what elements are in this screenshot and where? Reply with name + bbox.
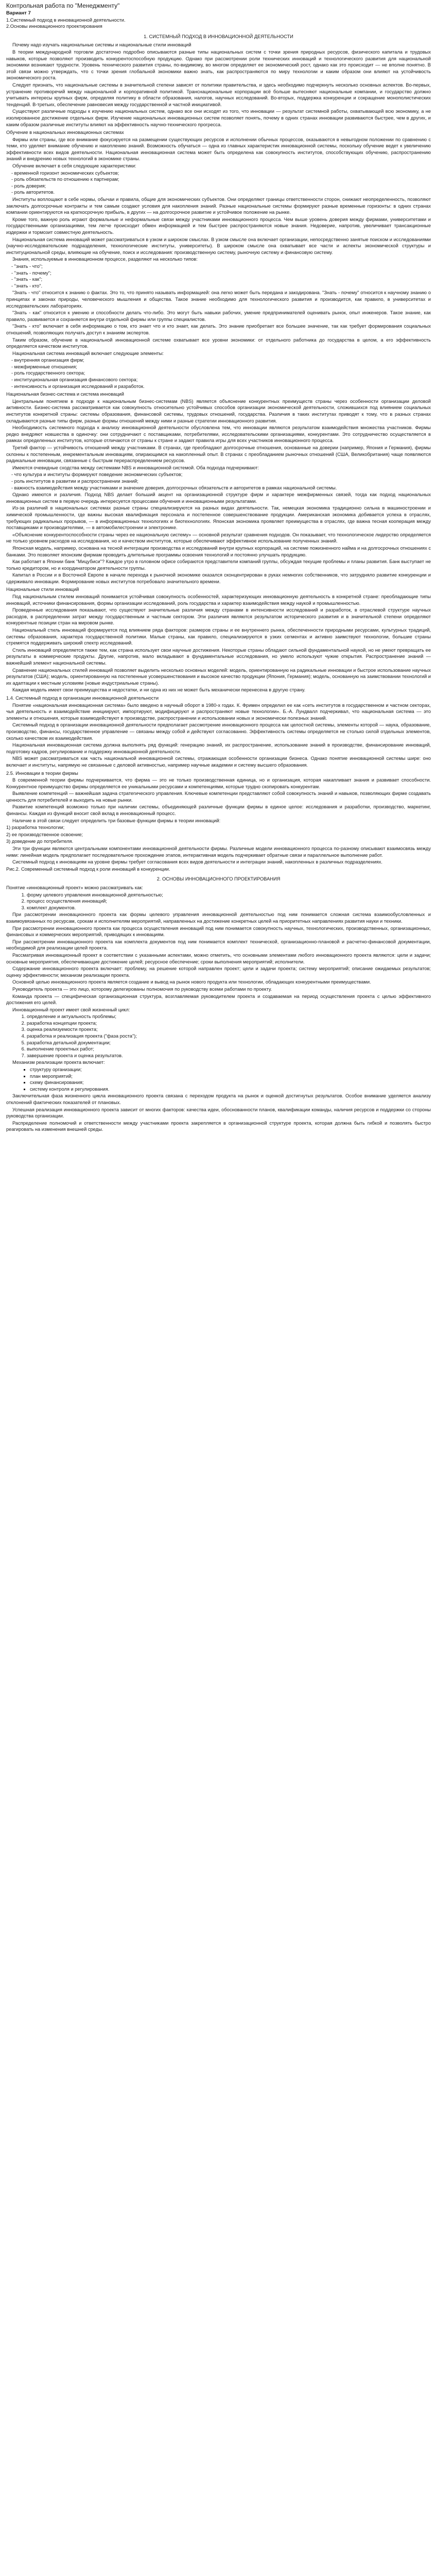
- paragraph: Имеются очевидные сходства между системами NBS и инновационной системой. Оба подхода подчеркивают:: [12, 465, 259, 470]
- plan-item: 1.Системный подход в инновационной деятельности.: [6, 17, 126, 23]
- paragraph: Сравнение национальных стилей инноваций позволяет выделить несколько основных моделей: модель, ориентированную на радикальные инновации и быстрое использование научных результатов (США); модель, ориентированную на постепенные усовершенствования и высокое качество продукции (Япония, Германия); модель, основанную на заимствовании технологий и их адаптации к местным условиям (новые индустриальные страны).: [6, 667, 431, 686]
- paragraph: Распределение полномочий и ответственности между участниками проекта закрепляется в организационной структуре проекта, которая должна быть гибкой и позволять быстро реагировать на изменения внешней среды.: [6, 1120, 431, 1132]
- paragraph: Капитал в России и в Восточной Европе в начале перехода к рыночной экономике оказался сконцентрирован в руках немногих собственников, что затрудняло развитие конкуренции и сдерживало инновации. Формирование новых институтов потребовало значительного времени.: [6, 572, 431, 584]
- subsection-heading: 1.4. Системный подход в организации инновационной деятельности: [6, 695, 159, 701]
- list-item: - временной горизонт экономических субъектов;: [11, 170, 119, 176]
- paragraph: В теории международной торговли достаточно подробно описываются разные типы национальных систем с точки зрения природных ресурсов, физического капитала и трудовых навыков, которые позволяют производить конкурентоспособную продукцию. Однако при рассмотрении роли технических инноваций и технологического развития для национальной экономики возникают трудности. Уровень технического развития страны, по-видимому, во многом определяет ее экономический рост, однако как это происходит — не вполне понятно. В этой связи можно утверждать, что с точки зрения глобальной экономики важно знать, как распространяются по миру технологии и каким образом они влияют на устойчивость экономического роста.: [6, 49, 431, 81]
- numbered-list: [6, 1013, 431, 1059]
- section-heading: 1. СИСТЕМНЫЙ ПОДХОД В ИННОВАЦИОННОЙ ДЕЯТЕЛЬНОСТИ: [144, 33, 293, 39]
- paragraph: Однако имеются и различия. Подход NBS делает больший акцент на организационной структуре фирм и характере межфирменных связей, тогда как подход национальных инновационных систем в первую очередь интересуется процессами обучения и инновационными результатами.: [6, 492, 431, 504]
- paragraph: Как работает в Японии банк "Мицубиси"? Каждое утро в головном офисе собираются представители компаний группы, обсуждая текущие проблемы и планы развития. Банк выступает не только кредитором, но и координатором деятельности группы.: [6, 559, 431, 571]
- paragraph: Японская модель, например, основана на тесной интеграции производства и исследований внутри крупных корпораций, на системе пожизненного найма и на долгосрочных отношениях с банками. Это позволяет японским фирмам проводить длительные программы освоения технологий и постоянно улучшать продукцию.: [6, 545, 431, 557]
- list-item: 3. оценка реализуемости проекта;: [27, 1026, 431, 1033]
- list-item: 5. разработка детальной документации;: [27, 1040, 431, 1046]
- list-item: ▪ схему финансирования;: [30, 1079, 431, 1086]
- list-item: - важность взаимодействия между участниками и значение доверия, долгосрочных обязательств и авторитетов в рамках национальной системы.: [11, 485, 337, 490]
- dash-list: [6, 170, 431, 196]
- paragraph: Системный подход к инновациям на уровне фирмы требует согласования всех видов деятельности и интеграции знаний, накопленных в различных подразделениях.: [12, 859, 382, 865]
- paragraph: Знания, используемые в инновационном процессе, разделяют на несколько типов:: [12, 257, 198, 262]
- paragraph: Третий фактор — устойчивость отношений между участниками. В странах, где преобладают долгосрочные отношения, основанные на доверии (например, Япония и Германия), фирмы склонны к постепенным, инкрементальным инновациям, опирающимся на накопленный опыт. В странах с преобладанием рыночных отношений (США, Великобритания) чаще появляются радикальные инновации, связанные с быстрым перераспределением ресурсов.: [6, 445, 431, 464]
- paragraph: Из-за различий в национальных системах разные страны специализируются на разных видах деятельности. Так, немецкая экономика традиционно сильна в машиностроении и химической промышленности, где важны высокая квалификация персонала и постепенное совершенствование продукции. Американская экономика добивается успеха в отраслях, требующих радикальных прорывов, — в информационных технологиях и биотехнологиях. Японская экономика проявляет преимущества в отраслях, где важна тесная кооперация между поставщиками и производителями, — в автомобилестроении и электронике.: [6, 505, 431, 531]
- list-item: 6. выполнение проектных работ;: [27, 1046, 431, 1053]
- paragraph: Механизм реализации проекта включает:: [12, 1060, 105, 1065]
- dash-list: [6, 471, 431, 491]
- paragraph: Обучение включает в себя следующие характеристики:: [12, 163, 136, 169]
- paragraph: Выявление компетенций — важнейшая задача стратегического управления. Ключевые компетенции представляют собой совокупность знаний и навыков, позволяющих фирме создавать ценность для потребителей и выходить на новые рынки.: [6, 791, 431, 803]
- variant-label: Вариант 7: [6, 10, 31, 16]
- paragraph: В современной теории фирмы подчеркивается, что фирма — это не только производственная единица, но и организация, которая накапливает знания и развивает способности. Конкурентное преимущество фирмы определяется ее уникальными ресурсами и компетенциями, которые трудно скопировать конкурентам.: [6, 777, 431, 789]
- paragraph: Каждая модель имеет свои преимущества и недостатки, и ни одна из них не может быть механически перенесена в другую страну.: [12, 687, 306, 693]
- paragraph: Руководитель проекта — это лицо, которому делегированы полномочия по руководству всеми работами по проекту.: [12, 986, 272, 992]
- paragraph: Проведенные исследования показывают, что существуют значительные различия между странами в интенсивности исследований и разработок, в отраслевой структуре научных расходов, в распределении затрат между государственным и частным сектором. Эти различия являются результатом исторического развития и в значительной степени определяют конкурентные позиции стран на мировом рынке.: [6, 607, 431, 626]
- paragraph: При рассмотрении инновационного проекта как процесса осуществления инноваций под ним понимается совокупность научных, технологических, производственных, организационных, финансовых и коммерческих мероприятий, приводящих к инновациям.: [6, 925, 431, 938]
- paragraph: "Знать - как" относится к умению и способности делать что-либо. Это могут быть навыки рабочих, умение предпринимателей оценивать рынок, опыт инженеров. Такое знание, как правило, развивается и сохраняется внутри отдельной фирмы или группы специалистов.: [6, 310, 431, 322]
- paragraph: Основной целью инновационного проекта является создание и вывод на рынок нового продукта или технологии, обладающих конкурентными преимуществами.: [12, 979, 371, 985]
- paragraph: Эти три функции являются центральными компонентами инновационной деятельности фирмы. Различные модели инновационного процесса по-разному описывают взаимосвязь между ними: линейная модель предполагает последовательное прохождение этапов, интерактивная модель подчеркивает обратные связи и параллельное выполнение работ.: [6, 846, 431, 858]
- paragraph: Центральным понятием в подходе к национальным бизнес-системам (NBS) является объяснение конкурентных преимуществ страны через особенности организации деловой активности. Бизнес-система рассматривается как совокупность относительно устойчивых способов организации экономической деятельности, сложившихся под влиянием социальных институтов конкретной страны: системы образования, финансовой системы, трудовых отношений, государства. Различия в таких институтах приводят к тому, что в разных странах складываются разные типы фирм, разные формы отношений между ними и разные стратегии инновационного развития.: [6, 398, 431, 423]
- paragraph: Успешная реализация инновационного проекта зависит от многих факторов: качества идеи, обоснованности планов, квалификации команды, наличия ресурсов и поддержки со стороны руководства организации.: [6, 1107, 431, 1119]
- square-list: [6, 1066, 431, 1092]
- paragraph: 3) доведение до потребителя.: [6, 839, 74, 844]
- subsection-heading: 2.5. Инновации в теории фирмы: [6, 770, 78, 776]
- list-item: - роль государственного сектора;: [11, 370, 85, 376]
- paragraph: Национальная система инноваций включает следующие элементы:: [12, 350, 164, 356]
- list-item: 2. процесс осуществления инноваций;: [27, 898, 431, 905]
- list-item: 3. комплект документов.: [27, 905, 431, 911]
- list-item: 1. определение и актуальность проблемы;: [27, 1013, 431, 1020]
- paragraph: Команда проекта — специфическая организационная структура, возглавляемая руководителем проекта и создаваемая на период осуществления проекта с целью эффективного достижения его целей.: [6, 993, 431, 1006]
- list-item: - роль институтов в развитии и распространении знаний;: [11, 478, 138, 484]
- paragraph: Системный подход в организации инновационной деятельности предполагает рассмотрение инновационного процесса как целостной системы, элементы которой — наука, образование, производство, финансы, государственное управление — связаны между собой и действуют согласованно. Эффективность системы определяется не столько силой отдельных элементов, сколько качеством их взаимодействия.: [6, 722, 431, 741]
- paragraph: Стиль инноваций определяется также тем, как страна использует свои научные достижения. Некоторые страны обладают сильной фундаментальной наукой, но не умеют превращать ее результаты в коммерческие продукты. Другие, напротив, мало вкладывают в фундаментальные исследования, но умело используют чужие открытия. Распространение знаний — важнейший элемент национальной системы.: [6, 647, 431, 666]
- paragraph: Понятие «инновационный проект» можно рассматривать как:: [6, 885, 143, 890]
- paragraph: Рассматривая инновационный проект в соответствии с указанными аспектами, можно отметить, что основными элементами любого инновационного проекта являются: цели и задачи; основные мероприятия, обеспечивающие достижение целей; ресурсное обеспечение; сроки выполнения мероприятий; исполнители.: [6, 952, 431, 964]
- numbered-list: [6, 892, 431, 911]
- list-item: - "знать - что";: [11, 263, 43, 269]
- paragraph: Необходимость системного подхода к анализу инновационной деятельности обусловлена тем, что инновации являются результатом взаимодействия множества участников. Фирмы редко внедряют новшества в одиночку: они сотрудничают с поставщиками, потребителями, исследовательскими организациями, конкурентами. Это сотрудничество осуществляется в рамках определенных институтов, которые отличаются от страны к стране и задают правила игры для всех участников инновационного процесса.: [6, 425, 431, 444]
- paragraph: При рассмотрении инновационного проекта как комплекта документов под ним понимается комплект технической, организационно-плановой и расчетно-финансовой документации, необходимой для реализации целей проекта.: [6, 939, 431, 951]
- paragraph: Существуют различные подходы к изучению национальных систем, однако все они исходят из того, что инновации — результат системной работы, охватывающей всю экономику, а не изолированное достижение отдельных фирм. Изучение национальных инновационных систем позволяет понять, почему в одних странах инновации развиваются быстрее, чем в других, и каким образом различные институты влияют на эффективность научно-технического прогресса.: [6, 109, 431, 127]
- paragraph: NBS может рассматриваться как часть национальной инновационной системы, отражающая особенности организации бизнеса. Однако понятие инновационной системы шире: оно включает и институты, напрямую не связанные с деловой активностью, например научные академии и систему высшего образования.: [6, 756, 431, 768]
- document: [0, 0, 436, 1142]
- list-item: - "знать - кто".: [11, 283, 43, 289]
- figure-caption: Рис.2. Современный системный подход к роли инноваций в конкуренции.: [6, 866, 170, 872]
- list-item: - роль доверия;: [11, 183, 46, 189]
- paragraph: Развитие компетенций возможно только при наличии системы, объединяющей различные функции фирмы в единое целое: исследования и разработки, производство, маркетинг, финансы. Каждая из функций вносит свой вклад в инновационный процесс.: [6, 804, 431, 817]
- list-item: - что культура и институты формируют поведение экономических субъектов;: [11, 472, 183, 478]
- list-item: 4. разработка и реализация проекта ("фаза роста");: [27, 1033, 431, 1040]
- dash-list: [6, 263, 431, 289]
- list-item: - "знать - как";: [11, 277, 43, 282]
- paragraph: 1) разработка технологии;: [6, 825, 65, 831]
- section-heading: 2. ОСНОВЫ ИННОВАЦИОННОГО ПРОЕКТИРОВАНИЯ: [156, 876, 281, 882]
- dash-list: [6, 357, 431, 389]
- list-item: - интенсивность и организация исследований и разработок.: [11, 383, 145, 389]
- paragraph: "Знать - что" относится к знанию о фактах. Это то, что принято называть информацией: она легко может быть передана и закодирована. "Знать - почему" относится к научному знанию о принципах и законах природы, человеческого мышления и общества. Такое знание необходимо для технологического развития и производится, как правило, в университетах и исследовательских лабораториях.: [6, 290, 431, 309]
- subsection-heading: Национальная бизнес-система и система инноваций: [6, 392, 124, 397]
- paragraph: Таким образом, обучение в национальной инновационной системе охватывает все уровни экономики: от отдельного работника до государства в целом, а его эффективность определяется качеством институтов.: [6, 337, 431, 349]
- subsection-heading: Национальные стили инноваций: [6, 587, 79, 592]
- paragraph: Национальная система инноваций может рассматриваться в узком и широком смыслах. В узком смысле она включает организации, непосредственно занятые поиском и исследованиями (научно-исследовательские подразделения, технологические институты, университеты). В широком смысле она охватывает все части и аспекты экономической структуры и институциональной среды, влияющие на обучение, поиск и исследования: производственную систему, рыночную систему и финансовую систему.: [6, 236, 431, 255]
- paragraph: Фирмы или страны, где все внимание фокусируется на размещении существующих ресурсов и исполнении обычных процессов, оказываются в невыгодном положении по сравнению с теми, кто уделяет внимание обучению и накоплению знаний. Возможность обучаться — одна из главных характеристик инновационной системы, поскольку обучение ведет к увеличению эффективности всех видов деятельности. Национальная инновационная система может быть определена как совокупность институтов, способствующих обучению, распространению знаний и внедрению новых технологий в экономике страны.: [6, 137, 431, 162]
- paragraph: 2) ее производственное освоение;: [6, 832, 83, 837]
- paragraph: При рассмотрении инновационного проекта как формы целевого управления инновационной деятельностью под ним понимается сложная система взаимообусловленных и взаимоувязанных по ресурсам, срокам и исполнителям мероприятий, направленных на достижение конкретных целей на приоритетных направлениях развития науки и техники.: [6, 912, 431, 924]
- list-item: - институциональная организация финансового сектора;: [11, 377, 138, 383]
- paragraph: Наличие в этой связи следует определить три базовые функции фирмы в теории инноваций:: [12, 818, 221, 823]
- list-item: - роль авторитетов.: [11, 190, 55, 195]
- paragraph: Под национальным стилем инноваций понимается устойчивая совокупность особенностей, характеризующих инновационную деятельность в конкретной стране: преобладающие типы инноваций, источники финансирования, формы организации исследований, роль государства и характер взаимодействия между наукой и промышленностью.: [6, 594, 431, 606]
- paragraph: Национальный стиль инноваций формируется под влиянием ряда факторов: размеров страны и ее внутреннего рынка, обеспеченности природными ресурсами, культурных традиций, системы образования, характера государственной политики. Малые страны, как правило, специализируются в узких сегментах и активно заимствуют технологии, большие страны стремятся поддерживать широкий спектр исследований.: [6, 628, 431, 646]
- paragraph: "Знать - кто" включает в себя информацию о том, кто знает что и кто знает, как делать. Это знание приобретает все большее значение, так как требует формирования социальных отношений, позволяющих получать доступ к знаниям экспертов.: [6, 324, 431, 335]
- list-item: ▪ систему контроля и регулирования.: [30, 1086, 431, 1093]
- paragraph: Почему надо изучать национальные системы и национальные стили инноваций: [12, 42, 191, 48]
- subsection-heading: Обучение в национальных инновационных системах: [6, 130, 124, 135]
- list-item: - роль обязательств по отношению к партнерам;: [11, 177, 119, 182]
- list-item: 1. форму целевого управления инновационной деятельностью;: [27, 892, 431, 899]
- list-item: - межфирменные отношения;: [11, 364, 77, 369]
- paragraph: Понятие «национальная инновационная система» было введено в научный оборот в 1980-х годах. К. Фримен определил ее как «сеть институтов в государственном и частном секторах, чья деятельность и взаимодействие инициируют, импортируют, модифицируют и распространяют новые технологии». Б.-А. Лундвалл подчеркивал, что национальная система — это элементы и отношения, которые взаимодействуют в производстве, распространении и использовании новых и экономически полезных знаний.: [6, 702, 431, 721]
- list-item: - внутренняя организация фирм;: [11, 358, 84, 363]
- paragraph: Содержание инновационного проекта включает: проблему, на решение которой направлен проект; цели и задачи проекта; систему мероприятий; описание ожидаемых результатов; оценку эффективности; механизм реализации проекта.: [6, 966, 431, 978]
- paragraph: Национальная инновационная система должна выполнять ряд функций: генерацию знаний, их распространение, использование знаний в производстве, финансирование инноваций, подготовку кадров, регулирование и поддержку инновационной деятельности.: [6, 742, 431, 754]
- paragraph: Институты воплощают в себе нормы, обычаи и правила, общие для экономических субъектов. Они определяют границы ответственности сторон, снижают неопределенность, позволяют заключать долгосрочные контракты и тем самым создают условия для накопления знаний. Разные национальные системы формируют разные временные горизонты: в одних странах компании ориентируются на краткосрочную прибыль, в других — на долгосрочное развитие и устойчивое положение на рынке.: [6, 197, 431, 215]
- plan-item: 2.Основы инновационного проектирования: [6, 24, 102, 29]
- list-item: ▪ план мероприятий;: [30, 1073, 431, 1080]
- paragraph: Кроме того, важную роль играют формальные и неформальные связи между участниками инновационного процесса. Чем выше уровень доверия между фирмами, университетами и государственными организациями, тем легче происходит обмен информацией и тем быстрее распространяются новые знания. Недоверие, напротив, увеличивает трансакционные издержки и тормозит совместную деятельность.: [6, 216, 431, 235]
- paragraph: Заключительная фаза жизненного цикла инновационного проекта связана с переходом продукта на рынок и оценкой достигнутых результатов. Особое внимание уделяется анализу отклонений фактических показателей от плановых.: [6, 1093, 431, 1105]
- list-item: 2. разработка концепции проекта;: [27, 1020, 431, 1027]
- paragraph: Следует признать, что национальные системы в значительной степени зависят от политики правительства, и здесь необходимо подчеркнуть несколько основных аспектов. Во-первых, устранение противоречий между национальной и корпоративной политикой. Транснациональные корпорации всё больше вытесняют национальные компании, и государство должно учитывать интересы крупных фирм, определяя политику в области образования, налогов, научных исследований. Во-вторых, поддержка конкуренции и сокращение монополистических тенденций. В-третьих, обеспечение равновесия между государственной и частной инициативой.: [6, 82, 431, 107]
- document-title: Контрольная работа по "Менеджменту": [6, 2, 120, 9]
- list-item: 7. завершение проекта и оценка результатов.: [27, 1053, 431, 1059]
- paragraph: Инновационный проект имеет свой жизненный цикл:: [12, 1007, 130, 1012]
- list-item: ▪ структуру организации;: [30, 1066, 431, 1073]
- paragraph: «Объяснение конкурентоспособности страны через ее национальную систему» — основной результат сравнения подходов. Он показывает, что технологическое лидерство определяется не только уровнем расходов на исследования, но и качеством институтов, которые обеспечивают эффективное использование полученных знаний.: [6, 532, 431, 544]
- list-item: - "знать - почему";: [11, 270, 51, 276]
